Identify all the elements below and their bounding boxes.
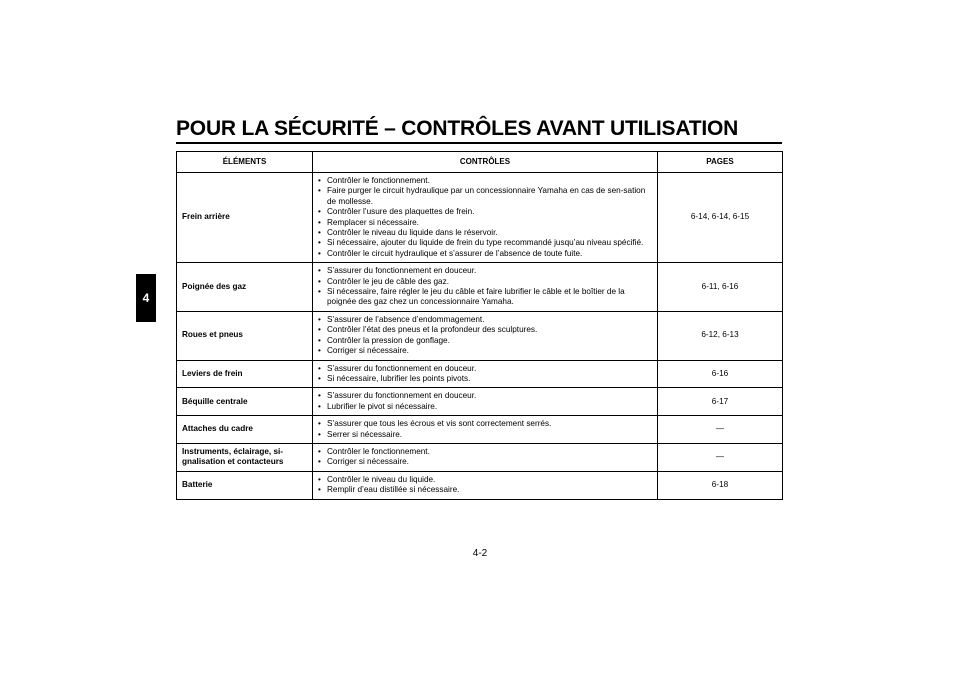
check-item: • Contrôler le niveau du liquide dans le réservoir. [317,228,653,238]
check-item: • Faire purger le circuit hydraulique par un concessionnaire Yamaha en cas de sen-sation de mollesse. [317,186,653,207]
header-controles: CONTRÔLES [313,152,658,173]
row-pages: 6-14, 6-14, 6-15 [658,173,783,263]
checks-list [317,447,653,468]
row-pages: 6-16 [658,360,783,388]
table-header-row [177,152,783,173]
check-item: • S’assurer du fonctionnement en douceur. [317,266,653,276]
row-checks [313,443,658,471]
header-pages: PAGES [658,152,783,173]
check-item: • Lubrifier le pivot si nécessaire. [317,402,653,412]
check-item: • Contrôler le niveau du liquide. [317,475,653,485]
table-row [177,443,783,471]
row-checks [313,263,658,312]
row-checks [313,173,658,263]
check-item: • Corriger si nécessaire. [317,457,653,467]
row-element: Poignée des gaz [177,263,313,312]
row-element: Attaches du cadre [177,416,313,444]
table-row [177,471,783,499]
row-checks [313,388,658,416]
check-item: • Si nécessaire, lubrifier les points pivots. [317,374,653,384]
check-item: • Remplacer si nécessaire. [317,218,653,228]
row-checks [313,360,658,388]
check-item: • S’assurer du fonctionnement en douceur. [317,364,653,374]
row-element: Roues et pneus [177,311,313,360]
check-item: • Contrôler l’usure des plaquettes de frein. [317,207,653,217]
checks-list [317,419,653,440]
checklist-table [176,151,783,500]
table-row [177,416,783,444]
checks-list [317,391,653,412]
check-item: • Contrôler le fonctionnement. [317,447,653,457]
page-number: 4-2 [472,548,488,559]
check-item: • Contrôler le jeu de câble des gaz. [317,277,653,287]
row-element: Instruments, éclairage, si-gnalisation et contacteurs [177,443,313,471]
row-element: Béquille centrale [177,388,313,416]
row-pages: — [658,443,783,471]
check-item: • Serrer si nécessaire. [317,430,653,440]
row-pages: 6-11, 6-16 [658,263,783,312]
row-element: Leviers de frein [177,360,313,388]
row-pages: 6-18 [658,471,783,499]
check-item: • Si nécessaire, faire régler le jeu du câble et faire lubrifier le câble et le boîtier de la poignée des gaz chez un concessionnaire Yamaha. [317,287,653,308]
check-item: • S’assurer de l’absence d’endommagement. [317,315,653,325]
check-item: • Si nécessaire, ajouter du liquide de frein du type recommandé jusqu’au niveau spécifié. [317,238,653,248]
table-row [177,173,783,263]
row-pages: 6-12, 6-13 [658,311,783,360]
row-element: Batterie [177,471,313,499]
page-title: POUR LA SÉCURITÉ – CONTRÔLES AVANT UTILISATION [176,117,739,140]
row-checks [313,471,658,499]
row-pages: 6-17 [658,388,783,416]
check-item: • S’assurer du fonctionnement en douceur. [317,391,653,401]
checks-list [317,176,653,259]
table-row [177,311,783,360]
check-item: • Contrôler le circuit hydraulique et s’assurer de l’absence de toute fuite. [317,249,653,259]
check-item: • Contrôler l’état des pneus et la profondeur des sculptures. [317,325,653,335]
check-item: • Contrôler le fonctionnement. [317,176,653,186]
check-item: • Remplir d’eau distillée si nécessaire. [317,485,653,495]
table-row [177,388,783,416]
row-pages: — [658,416,783,444]
table-row [177,360,783,388]
checks-list [317,315,653,357]
row-element: Frein arrière [177,173,313,263]
checks-list [317,364,653,385]
table-row [177,263,783,312]
checks-list [317,266,653,308]
check-item: • Corriger si nécessaire. [317,346,653,356]
header-elements: ÉLÉMENTS [177,152,313,173]
check-item: • Contrôler la pression de gonflage. [317,336,653,346]
checks-list [317,475,653,496]
row-checks [313,416,658,444]
chapter-tab: 4 [136,274,156,322]
title-underline [176,142,782,144]
row-checks [313,311,658,360]
check-item: • S’assurer que tous les écrous et vis sont correctement serrés. [317,419,653,429]
